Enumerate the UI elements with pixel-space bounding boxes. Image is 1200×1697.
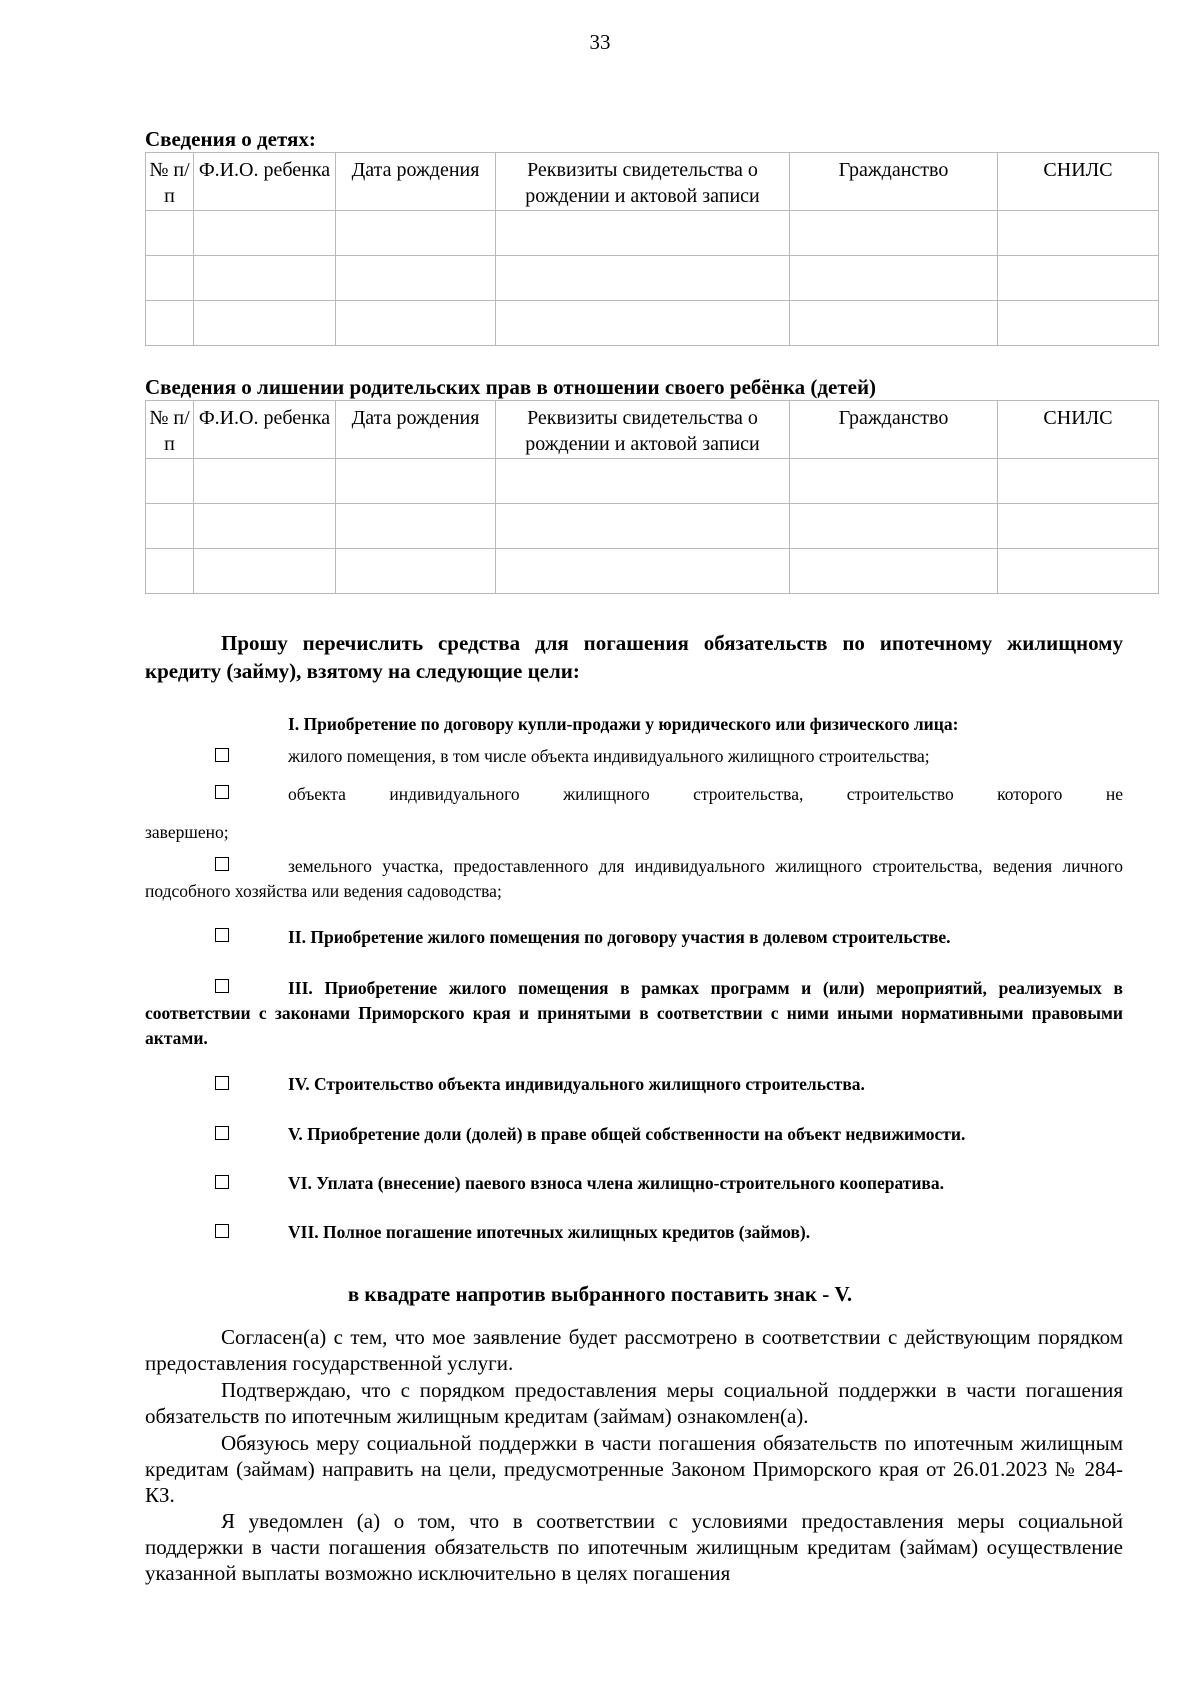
table-cell[interactable] (790, 301, 998, 346)
purpose-3: III. Приобретение жилого помещения в рамках программ и (или) мероприятий, реализуемых в соответствии с законами Приморского края и принятыми в соответствии с ними иными нормативными правовыми актами. (145, 978, 1123, 1048)
table-cell[interactable] (336, 211, 496, 256)
table-cell[interactable] (194, 211, 336, 256)
column-header-certificate: Реквизиты свидетельства о рождении и актовой записи (496, 401, 790, 459)
table-header-row (146, 401, 1159, 459)
table-row (146, 504, 1159, 549)
purpose-5: V. Приобретение доли (долей) в праве общей собственности на объект недвижимости. (288, 1124, 966, 1144)
column-header-number: № п/п (146, 401, 194, 459)
table-cell[interactable] (336, 459, 496, 504)
column-header-name: Ф.И.О. ребенка (194, 153, 336, 211)
column-header-name: Ф.И.О. ребенка (194, 401, 336, 459)
purpose-group-one-title: I. Приобретение по договору купли-продажи у юридического или физического лица: (288, 714, 959, 734)
option-purchase-land: земельного участка, предоставленного для индивидуального жилищного строительства, ведения личного подсобного хозяйства или ведения садоводства; (145, 856, 1123, 901)
table-cell[interactable] (146, 459, 194, 504)
table-row (146, 459, 1159, 504)
table-cell[interactable] (790, 256, 998, 301)
table-cell[interactable] (998, 549, 1159, 594)
purpose-6: VI. Уплата (внесение) паевого взноса члена жилищно-строительного кооператива. (288, 1173, 945, 1193)
option-purchase-unfinished-house-continued: завершено; (145, 822, 229, 842)
acknowledgement-paragraph: Подтверждаю, что с порядком предоставления меры социальной поддержки в части погашения обязательств по ипотечным жилищным кредитам (займам) ознакомлен(а). (145, 1378, 1123, 1428)
table-header-row (146, 153, 1159, 211)
deprivation-table (145, 400, 1159, 594)
table-cell[interactable] (496, 211, 790, 256)
column-header-certificate: Реквизиты свидетельства о рождении и актовой записи (496, 153, 790, 211)
request-text: Прошу перечислить средства для погашения обязательств по ипотечному жилищному кредиту (займу), взятому на следующие цели: (145, 631, 1123, 683)
table-cell[interactable] (998, 504, 1159, 549)
table-cell[interactable] (146, 211, 194, 256)
table-cell[interactable] (336, 504, 496, 549)
table-cell[interactable] (194, 549, 336, 594)
deprivation-section-title: Сведения о лишении родительских прав в отношении своего ребёнка (детей) (145, 375, 877, 399)
table-row (146, 211, 1159, 256)
table-cell[interactable] (496, 301, 790, 346)
table-cell[interactable] (146, 301, 194, 346)
purpose-2: II. Приобретение жилого помещения по договору участия в долевом строительстве. (288, 927, 951, 947)
table-cell[interactable] (336, 256, 496, 301)
purpose-7: VII. Полное погашение ипотечных жилищных кредитов (займов). (288, 1222, 811, 1242)
table-cell[interactable] (146, 256, 194, 301)
children-table (145, 152, 1159, 346)
obligation-paragraph: Обязуюсь меру социальной поддержки в части погашения обязательств по ипотечным жилищным кредитам (займам) направить на цели, предусмотренные Законом Приморского края от 26.01.2023 № 284-КЗ. (145, 1431, 1123, 1507)
instruction-text: в квадрате напротив выбранного поставить знак - V. (347, 1282, 853, 1306)
table-cell[interactable] (336, 549, 496, 594)
table-row (146, 256, 1159, 301)
purpose-4: IV. Строительство объекта индивидуального жилищного строительства. (288, 1074, 865, 1094)
table-cell[interactable] (998, 211, 1159, 256)
table-cell[interactable] (998, 256, 1159, 301)
table-cell[interactable] (194, 504, 336, 549)
table-row (146, 549, 1159, 594)
table-cell[interactable] (998, 301, 1159, 346)
table-row (146, 301, 1159, 346)
consent-paragraph: Согласен(а) с тем, что мое заявление будет рассмотрено в соответствии с действующим порядком предоставления государственной услуги. (145, 1325, 1123, 1375)
table-cell[interactable] (496, 459, 790, 504)
table-cell[interactable] (194, 256, 336, 301)
option-purchase-unfinished-house: объекта индивидуального жилищного строительства, строительство которого не (288, 784, 1123, 804)
children-section-title: Сведения о детях: (145, 127, 316, 151)
table-cell[interactable] (496, 504, 790, 549)
table-cell[interactable] (146, 549, 194, 594)
table-cell[interactable] (790, 459, 998, 504)
table-cell[interactable] (496, 256, 790, 301)
table-cell[interactable] (790, 549, 998, 594)
column-header-birth-date: Дата рождения (336, 153, 496, 211)
column-header-number: № п/п (146, 153, 194, 211)
column-header-citizenship: Гражданство (790, 153, 998, 211)
notification-paragraph: Я уведомлен (а) о том, что в соответствии с условиями предоставления меры социальной поддержки в части погашения обязательств по ипотечным жилищным кредитам (займам) осуществление указанной выплаты возможно исключительно в целях погашения (145, 1509, 1123, 1585)
table-cell[interactable] (194, 301, 336, 346)
column-header-snils: СНИЛС (998, 401, 1159, 459)
table-cell[interactable] (496, 549, 790, 594)
table-cell[interactable] (790, 211, 998, 256)
table-cell[interactable] (146, 504, 194, 549)
option-purchase-dwelling: жилого помещения, в том числе объекта индивидуального жилищного строительства; (288, 746, 930, 766)
page-number: 33 (589, 30, 611, 54)
table-cell[interactable] (336, 301, 496, 346)
table-cell[interactable] (998, 459, 1159, 504)
column-header-snils: СНИЛС (998, 153, 1159, 211)
column-header-birth-date: Дата рождения (336, 401, 496, 459)
column-header-citizenship: Гражданство (790, 401, 998, 459)
table-cell[interactable] (194, 459, 336, 504)
table-cell[interactable] (790, 504, 998, 549)
